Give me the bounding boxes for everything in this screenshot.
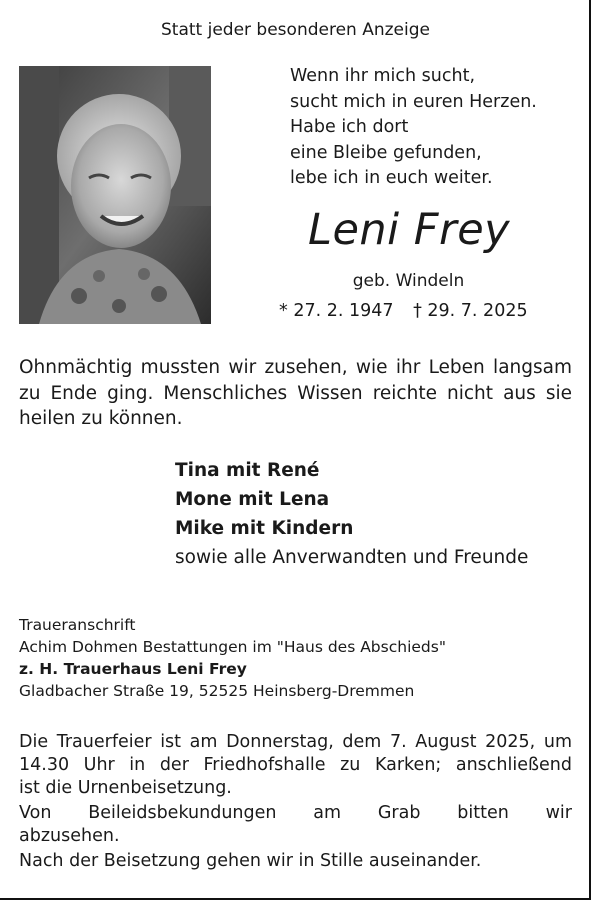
address-line: z. H. Trauerhaus Leni Frey [19,660,247,678]
death-date: † 29. 7. 2025 [413,301,528,321]
family-member: Tina mit René [175,460,320,481]
funeral-line: ist die Urnenbeisetzung. [19,778,232,798]
poem-line: Habe ich dort [290,117,409,137]
family-list [175,456,528,572]
poem-line: Wenn ihr mich sucht, [290,66,476,86]
funeral-info [19,731,572,873]
notice-header: Statt jeder besonderen Anzeige [161,20,430,40]
funeral-line: 14.30 Uhr in der Friedhofshalle zu Karken; anschließend [19,755,572,775]
address-line: Gladbacher Straße 19, 52525 Heinsberg-Dremmen [19,682,415,700]
mourning-address [19,614,446,702]
funeral-line: abzusehen. [19,826,120,846]
poem-line: lebe ich in euch weiter. [290,168,493,188]
life-dates [279,301,542,321]
deceased-name: Leni Frey [308,205,511,255]
funeral-line: Nach der Beisetzung gehen wir in Stille auseinander. [19,851,482,871]
family-member: Mike mit Kindern [175,518,354,539]
family-extra: sowie alle Anverwandten und Freunde [175,547,529,568]
funeral-line: Von Beileidsbekundungen am Grab bitten wir [19,803,572,823]
poem-line: sucht mich in euren Herzen. [290,91,537,112]
birth-name: geb. Windeln [352,271,465,291]
mourning-paragraph: Ohnmächtig mussten wir zusehen, wie ihr Leben langsam zu Ende ging. Menschliches Wissen reichte nicht aus sie heilen zu können. [19,357,572,429]
poem-line: eine Bleibe gefunden, [290,142,482,163]
birth-date: * 27. 2. 1947 [279,301,394,321]
funeral-line: Die Trauerfeier ist am Donnerstag, dem 7. August 2025, um [19,732,572,752]
address-line: Achim Dohmen Bestattungen im "Haus des Abschieds" [19,638,446,656]
family-member: Mone mit Lena [175,489,330,510]
address-label: Traueranschrift [19,616,136,634]
poem [290,64,537,192]
